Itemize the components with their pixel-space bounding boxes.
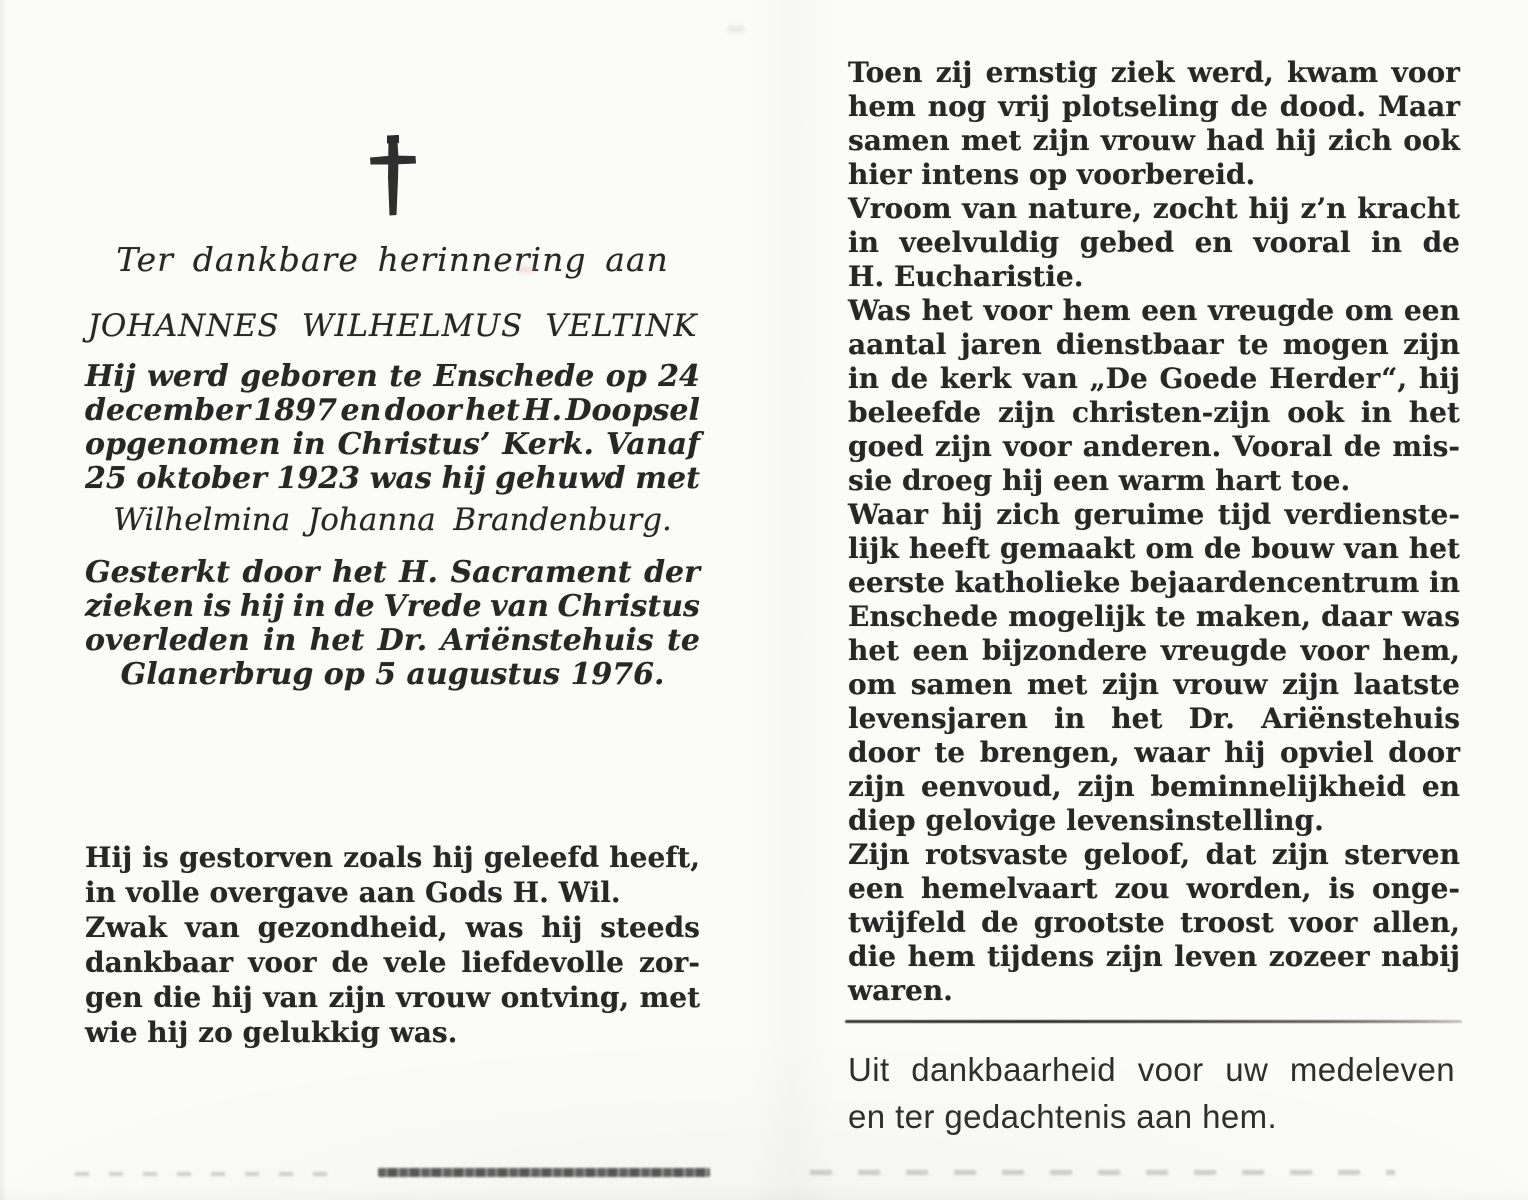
text-line: Uit dankbaarheid voor uw medeleven <box>848 1051 1455 1088</box>
text-line: wie hij zo gelukkig was. <box>85 1016 458 1049</box>
text-line: dankbaar voor de vele liefdevolle zor- <box>85 946 700 979</box>
text-line: samen met zijn vrouw had hij zich ook <box>848 124 1460 157</box>
text-line: een hemelvaart zou worden, is onge- <box>848 872 1460 905</box>
text-line: opgenomen in Christus’ Kerk. Vanaf <box>85 427 700 462</box>
text-line: december 1897 en door het H. Doopsel <box>85 393 700 428</box>
text-line: twijfeld de grootste troost voor allen, <box>848 906 1460 939</box>
text-line: H. Eucharistie. <box>848 260 1084 293</box>
text-line: diep gelovige levensinstelling. <box>848 804 1324 837</box>
text-line: overleden in het Dr. Ariënstehuis te <box>85 623 700 658</box>
right-page <box>848 0 1460 1200</box>
deceased-name: JOHANNES WILHELMUS VELTINK <box>87 308 698 344</box>
text-line: door te brengen, waar hij opviel door <box>848 736 1460 769</box>
text-line: die hem tijdens zijn leven zozeer nabij <box>848 940 1460 973</box>
text-line: hem nog vrij plotseling de dood. Maar <box>848 90 1460 123</box>
spouse-name: Wilhelmina Johanna Brandenburg. <box>113 502 672 538</box>
birth-paragraph <box>85 360 700 496</box>
gratitude-footer <box>848 1046 1455 1140</box>
text-line: Zwak van gezondheid, was hij steeds <box>85 911 700 944</box>
text-line: lijk heeft gemaakt om de bouw van het <box>848 532 1460 565</box>
text-line: zieken is hij in de Vrede van Christus <box>85 589 700 624</box>
latin-cross-icon <box>85 133 700 217</box>
text-line: Zijn rotsvaste geloof, dat zijn sterven <box>848 838 1460 871</box>
memorial-header: Ter dankbare herinnering aan <box>116 240 669 279</box>
text-line: beleefde zijn christen-zijn ook in het <box>848 396 1460 429</box>
text-line: levensjaren in het Dr. Ariënstehuis <box>848 702 1460 735</box>
text-line: 25 oktober 1923 was hij gehuwd met <box>85 461 700 496</box>
text-line: Waar hij zich geruime tijd verdienste- <box>848 498 1460 531</box>
text-line: in veelvuldig gebed en vooral in de <box>848 226 1460 259</box>
text-line: eerste katholieke bejaardencentrum in <box>848 566 1460 599</box>
text-line: Glanerbrug op 5 augustus 1976. <box>120 657 665 692</box>
text-line: Toen zij ernstig ziek werd, kwam voor <box>848 56 1460 89</box>
death-paragraph <box>85 556 700 692</box>
text-line: hier intens op voorbereid. <box>848 158 1256 191</box>
closing-paragraph <box>85 840 700 1050</box>
text-line: Gesterkt door het H. Sacrament der <box>85 555 700 590</box>
text-line: en ter gedachtenis aan hem. <box>848 1098 1278 1135</box>
text-line: aantal jaren dienstbaar te mogen zijn <box>848 328 1460 361</box>
divider-rule <box>845 1020 1462 1023</box>
text-line: Enschede mogelijk te maken, daar was <box>848 600 1460 633</box>
text-line: goed zijn voor anderen. Vooral de mis- <box>848 430 1460 463</box>
text-line: zijn eenvoud, zijn beminnelijkheid en <box>848 770 1460 803</box>
text-line: om samen met zijn vrouw zijn laatste <box>848 668 1460 701</box>
text-line: Hij werd geboren te Enschede op 24 <box>85 359 700 394</box>
left-page <box>85 0 700 1200</box>
text-line: waren. <box>848 974 953 1007</box>
text-line: gen die hij van zijn vrouw ontving, met <box>85 981 700 1014</box>
obituary-text <box>848 56 1460 1008</box>
text-line: in de kerk van „De Goede Herder“, hij <box>848 362 1460 395</box>
scan-smudge <box>728 26 744 32</box>
text-line: sie droeg hij een warm hart toe. <box>848 464 1351 497</box>
text-line: Was het voor hem een vreugde om een <box>848 294 1460 327</box>
text-line: het een bijzondere vreugde voor hem, <box>848 634 1460 667</box>
text-line: in volle overgave aan Gods H. Wil. <box>85 876 621 909</box>
text-line: Vroom van nature, zocht hij z’n kracht <box>848 192 1460 225</box>
text-line: Hij is gestorven zoals hij geleefd heeft, <box>85 841 700 874</box>
